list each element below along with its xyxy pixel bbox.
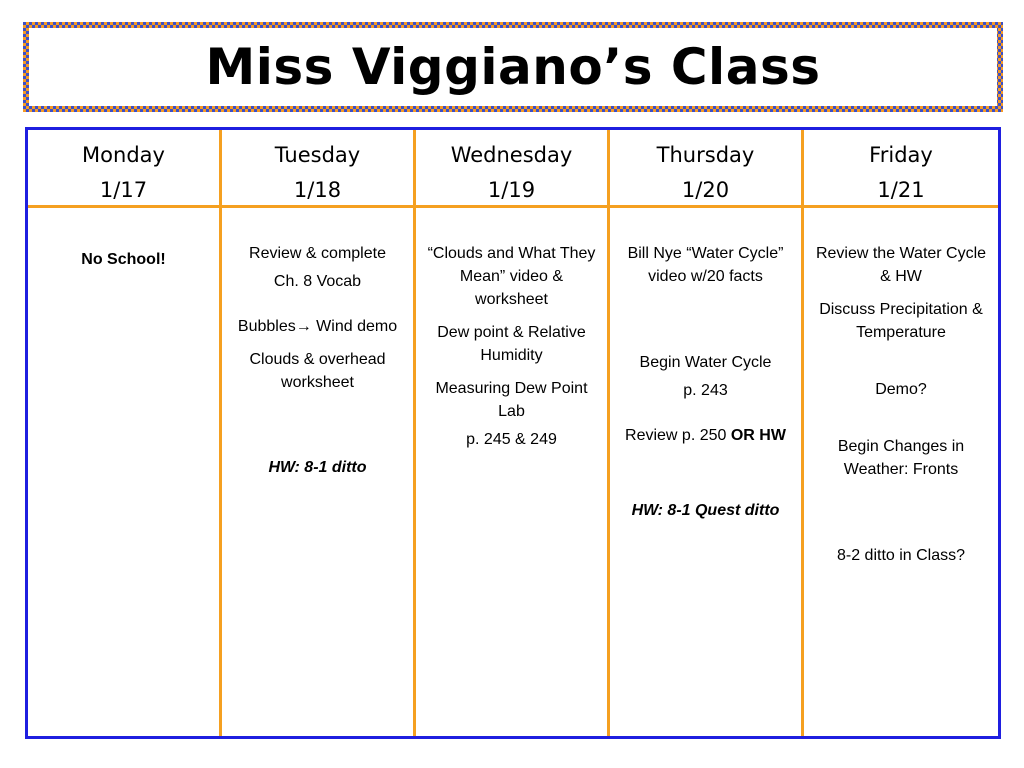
day-date: 1/20 <box>681 178 730 202</box>
tuesday-item-text: Bubbles <box>237 318 296 335</box>
day-date: 1/21 <box>877 178 925 202</box>
page-title: Miss Viggiano’s Class <box>205 38 821 96</box>
wednesday-item: Measuring Dew Point Lab <box>435 380 588 420</box>
thursday-item-text: Review p. 250 <box>625 427 731 444</box>
header-tuesday <box>222 130 416 208</box>
weekly-schedule-table <box>25 127 1001 739</box>
monday-note: No School! <box>81 251 166 268</box>
day-name: Friday <box>869 143 933 167</box>
thursday-homework: HW: 8-1 Quest ditto <box>631 502 780 519</box>
friday-item: Demo? <box>875 381 927 398</box>
day-name: Monday <box>82 143 165 167</box>
wednesday-item: “Clouds and What They Mean” video & worksheet <box>427 245 596 308</box>
header-friday <box>804 130 998 208</box>
friday-item: Begin Changes in Weather: Fronts <box>837 438 965 478</box>
thursday-item: p. 243 <box>683 382 728 399</box>
tuesday-item-text: Wind demo <box>311 318 398 335</box>
friday-item: Discuss Precipitation & Temperature <box>819 301 983 341</box>
friday-item: Review the Water Cycle & HW <box>815 245 987 285</box>
tuesday-item <box>230 315 405 338</box>
title-banner-inner <box>29 28 997 106</box>
header-thursday <box>610 130 804 208</box>
tuesday-homework: HW: 8-1 ditto <box>268 459 367 476</box>
day-date: 1/17 <box>99 178 148 202</box>
day-name: Wednesday <box>450 143 573 167</box>
cell-friday <box>804 208 998 736</box>
day-date: 1/18 <box>293 178 342 202</box>
cell-thursday <box>610 208 804 736</box>
tuesday-item: Review & complete <box>249 245 386 262</box>
thursday-item: Bill Nye “Water Cycle” video w/20 facts <box>627 245 784 285</box>
title-banner <box>23 22 1003 112</box>
thursday-item <box>618 424 793 447</box>
right-arrow-icon: → <box>295 318 312 335</box>
header-monday <box>28 130 222 208</box>
thursday-item: Begin Water Cycle <box>639 354 772 371</box>
cell-wednesday <box>416 208 610 736</box>
tuesday-item: Clouds & overhead worksheet <box>249 351 386 391</box>
thursday-item-emphasis: OR HW <box>730 427 786 444</box>
friday-item: 8-2 ditto in Class? <box>836 547 966 564</box>
day-name: Thursday <box>656 143 755 167</box>
wednesday-item: p. 245 & 249 <box>466 431 557 448</box>
cell-tuesday <box>222 208 416 736</box>
day-name: Tuesday <box>274 143 361 167</box>
header-wednesday <box>416 130 610 208</box>
wednesday-item: Dew point & Relative Humidity <box>437 324 586 364</box>
tuesday-item: Ch. 8 Vocab <box>273 273 362 290</box>
day-date: 1/19 <box>487 178 536 202</box>
cell-monday <box>28 208 222 736</box>
